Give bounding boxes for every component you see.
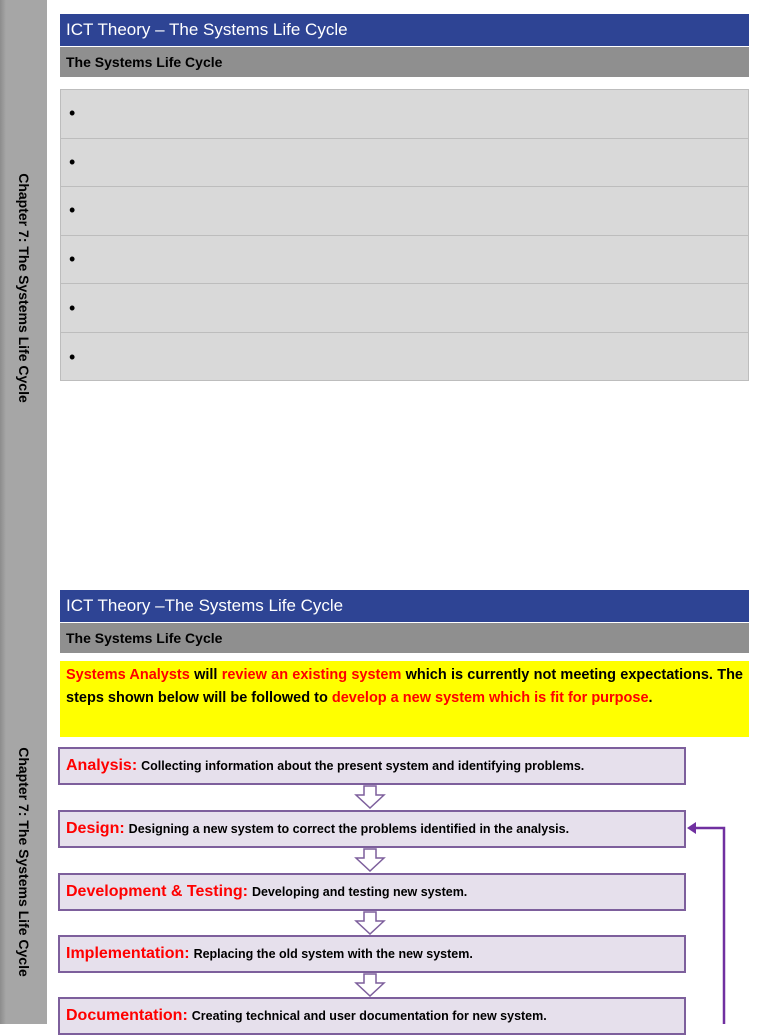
down-arrow-icon bbox=[354, 785, 386, 809]
intro-paragraph bbox=[60, 661, 749, 737]
intro-text: . bbox=[648, 690, 653, 706]
intro-emphasis-review: review an existing system bbox=[221, 667, 402, 683]
step-documentation bbox=[58, 997, 686, 1035]
step-description: Collecting information about the present system and identifying problems. bbox=[141, 759, 585, 773]
section1-subtitle: The Systems Life Cycle bbox=[60, 47, 749, 77]
step-description: Developing and testing new system. bbox=[251, 885, 468, 899]
bullet-item bbox=[61, 236, 748, 285]
bullet-mark: • bbox=[69, 200, 76, 221]
down-arrow-icon bbox=[354, 973, 386, 997]
bullet-item bbox=[61, 333, 748, 382]
intro-emphasis-develop: develop a new system which is fit for purpose bbox=[331, 690, 649, 706]
bullet-item bbox=[61, 284, 748, 333]
down-arrow-icon bbox=[354, 848, 386, 872]
step-label: Documentation: bbox=[66, 1007, 188, 1024]
intro-emphasis-analysts: Systems Analysts bbox=[66, 667, 190, 683]
step-analysis bbox=[58, 747, 686, 785]
step-label: Development & Testing: bbox=[66, 883, 248, 900]
down-arrow-icon bbox=[354, 911, 386, 935]
bullet-item bbox=[61, 90, 748, 139]
bullet-item bbox=[61, 139, 748, 188]
bullet-item bbox=[61, 187, 748, 236]
step-label: Implementation: bbox=[66, 945, 190, 962]
step-description: Replacing the old system with the new system. bbox=[193, 947, 473, 961]
step-label: Design: bbox=[66, 820, 125, 837]
step-implementation bbox=[58, 935, 686, 973]
bullet-mark: • bbox=[69, 297, 76, 318]
intro-text: which is currently not meeting expectations. The steps shown below will be followed to bbox=[66, 667, 743, 706]
bullet-mark: • bbox=[69, 103, 76, 124]
step-label: Analysis: bbox=[66, 757, 138, 774]
feedback-loop-arrow-icon bbox=[686, 820, 726, 1024]
step-description: Creating technical and user documentation for new system. bbox=[191, 1009, 547, 1023]
chapter-label-bottom: Chapter 7: The Systems Life Cycle bbox=[16, 747, 32, 977]
step-description: Designing a new system to correct the problems identified in the analysis. bbox=[128, 822, 570, 836]
bullet-mark: • bbox=[69, 249, 76, 270]
step-development-testing bbox=[58, 873, 686, 911]
section2-title: ICT Theory –The Systems Life Cycle bbox=[60, 590, 749, 622]
bullet-list bbox=[60, 89, 749, 381]
bullet-mark: • bbox=[69, 151, 76, 172]
section2-subtitle: The Systems Life Cycle bbox=[60, 623, 749, 653]
intro-text: will bbox=[189, 667, 222, 683]
section1-title: ICT Theory – The Systems Life Cycle bbox=[60, 14, 749, 46]
bullet-mark: • bbox=[69, 346, 76, 367]
chapter-label-top: Chapter 7: The Systems Life Cycle bbox=[16, 173, 32, 403]
step-design bbox=[58, 810, 686, 848]
